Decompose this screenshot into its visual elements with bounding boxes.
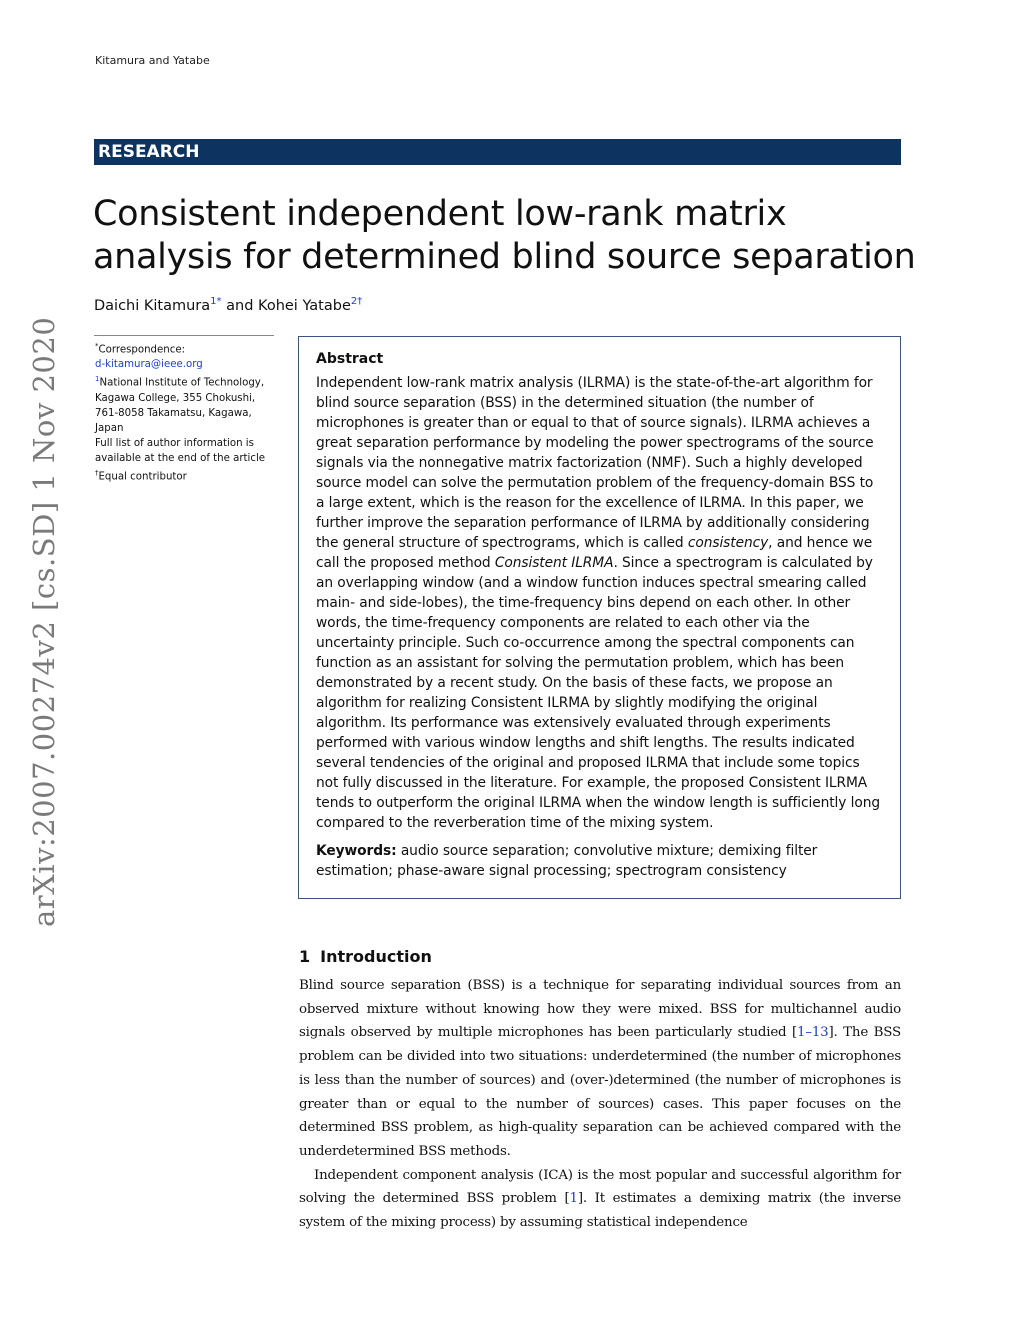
citation-link[interactable]: 1 — [569, 1191, 578, 1207]
author-sidenotes — [95, 339, 280, 484]
section-number: 1 — [299, 947, 311, 966]
abstract-heading: Abstract — [316, 351, 384, 367]
paper-title: Consistent independent low-rank matrix analysis for determined blind source separation — [93, 194, 916, 277]
correspondence-email-link[interactable]: d-kitamura@ieee.org — [95, 359, 203, 371]
keywords: Keywords: audio source separation; convolutive mixture; demixing filter estimation; phase-aware signal processing; spectrogram consistency — [316, 843, 818, 879]
abstract-text: Independent low-rank matrix analysis (ILRMA) is the state-of-the-art algorithm for blind source separation (BSS) in the determined situation (the number of microphones is greater than or equal to that of source signals). ILRMA achieves a great separation performance by modeling the power spectrograms of the source signals via the nonnegative matrix factorization (NMF). Such a highly developed source model can solve the permutation problem of the frequency-domain BSS to a large extent, which is the reason for the excellence of ILRMA. In this paper, we further improve the separation performance of ILRMA by additionally considering the general structure of spectrograms, which is called consistency, and hence we call the proposed method Consistent ILRMA. Since a spectrogram is calculated by an overlapping window (and a window function induces spectral smearing called main- and side-lobes), the time-frequency bins depend on each other. In other words, the time-frequency components are related to each other via the uncertainty principle. Such co-occurrence among the spectral components can function as an assistant for solving the permutation problem, which has been demonstrated by a recent study. On the basis of these facts, we propose an algorithm for realizing Consistent ILRMA by slightly modifying the original algorithm. Its performance was extensively evaluated through experiments performed with various window lengths and shift lengths. The results indicated several tendencies of the original and proposed ILRMA that include some topics not fully discussed in the literature. For example, the proposed Consistent ILRMA tends to outperform the original ILRMA when the window length is sufficiently long compared to the reverberation time of the mixing system. — [316, 375, 881, 831]
running-head: Kitamura and Yatabe — [95, 54, 210, 67]
article-type-banner: RESEARCH — [94, 139, 901, 165]
abstract-box — [298, 336, 901, 899]
author-name: Kohei Yatabe — [258, 297, 351, 314]
correspondence-label: *Correspondence: — [95, 342, 186, 356]
introduction-body — [299, 974, 901, 1235]
author-list — [94, 296, 362, 314]
author-conjunction: and — [221, 297, 259, 314]
section-title: Introduction — [320, 947, 432, 966]
body-paragraph: Independent component analysis (ICA) is the most popular and successful algorithm for solving the determined BSS problem [1]. It estimates a demixing matrix (the inverse system of the mixing process) by assuming statistical independence — [299, 1167, 901, 1231]
arxiv-identifier-stamp: arXiv:2007.00274v2 [cs.SD] 1 Nov 2020 — [27, 316, 61, 927]
keywords-label: Keywords: — [316, 843, 397, 859]
citation-link[interactable]: 1–13 — [797, 1025, 829, 1041]
author-name: Daichi Kitamura — [94, 297, 211, 314]
body-paragraph: Blind source separation (BSS) is a technique for separating individual sources from an observed mixture without knowing how they were mixed. BSS for multichannel audio signals observed by multiple microphones has been particularly studied [1–13]. The BSS problem can be divided into two situations: underdetermined (the number of microphones is less than the number of sources) and (over-)determined (the number of microphones is greater than or equal to the number of sources) cases. This paper focuses on the determined BSS problem, as high-quality separation can be achieved compared with the underdetermined BSS methods. — [299, 978, 901, 1159]
equal-contribution-note: †Equal contributor — [95, 468, 187, 483]
section-heading — [299, 947, 432, 966]
author-info-note: Full list of author information is available at the end of the article — [95, 437, 266, 464]
affiliation-mark[interactable]: 1* — [210, 296, 222, 307]
affiliation-note: $^1$National Institute of Technology, Kagawa College, 355 Chokushi, 761-8058 Takamatsu, Kagawa, Japan — [95, 375, 265, 434]
sidenote-divider — [94, 335, 274, 336]
affiliation-mark[interactable]: 2† — [350, 296, 363, 307]
